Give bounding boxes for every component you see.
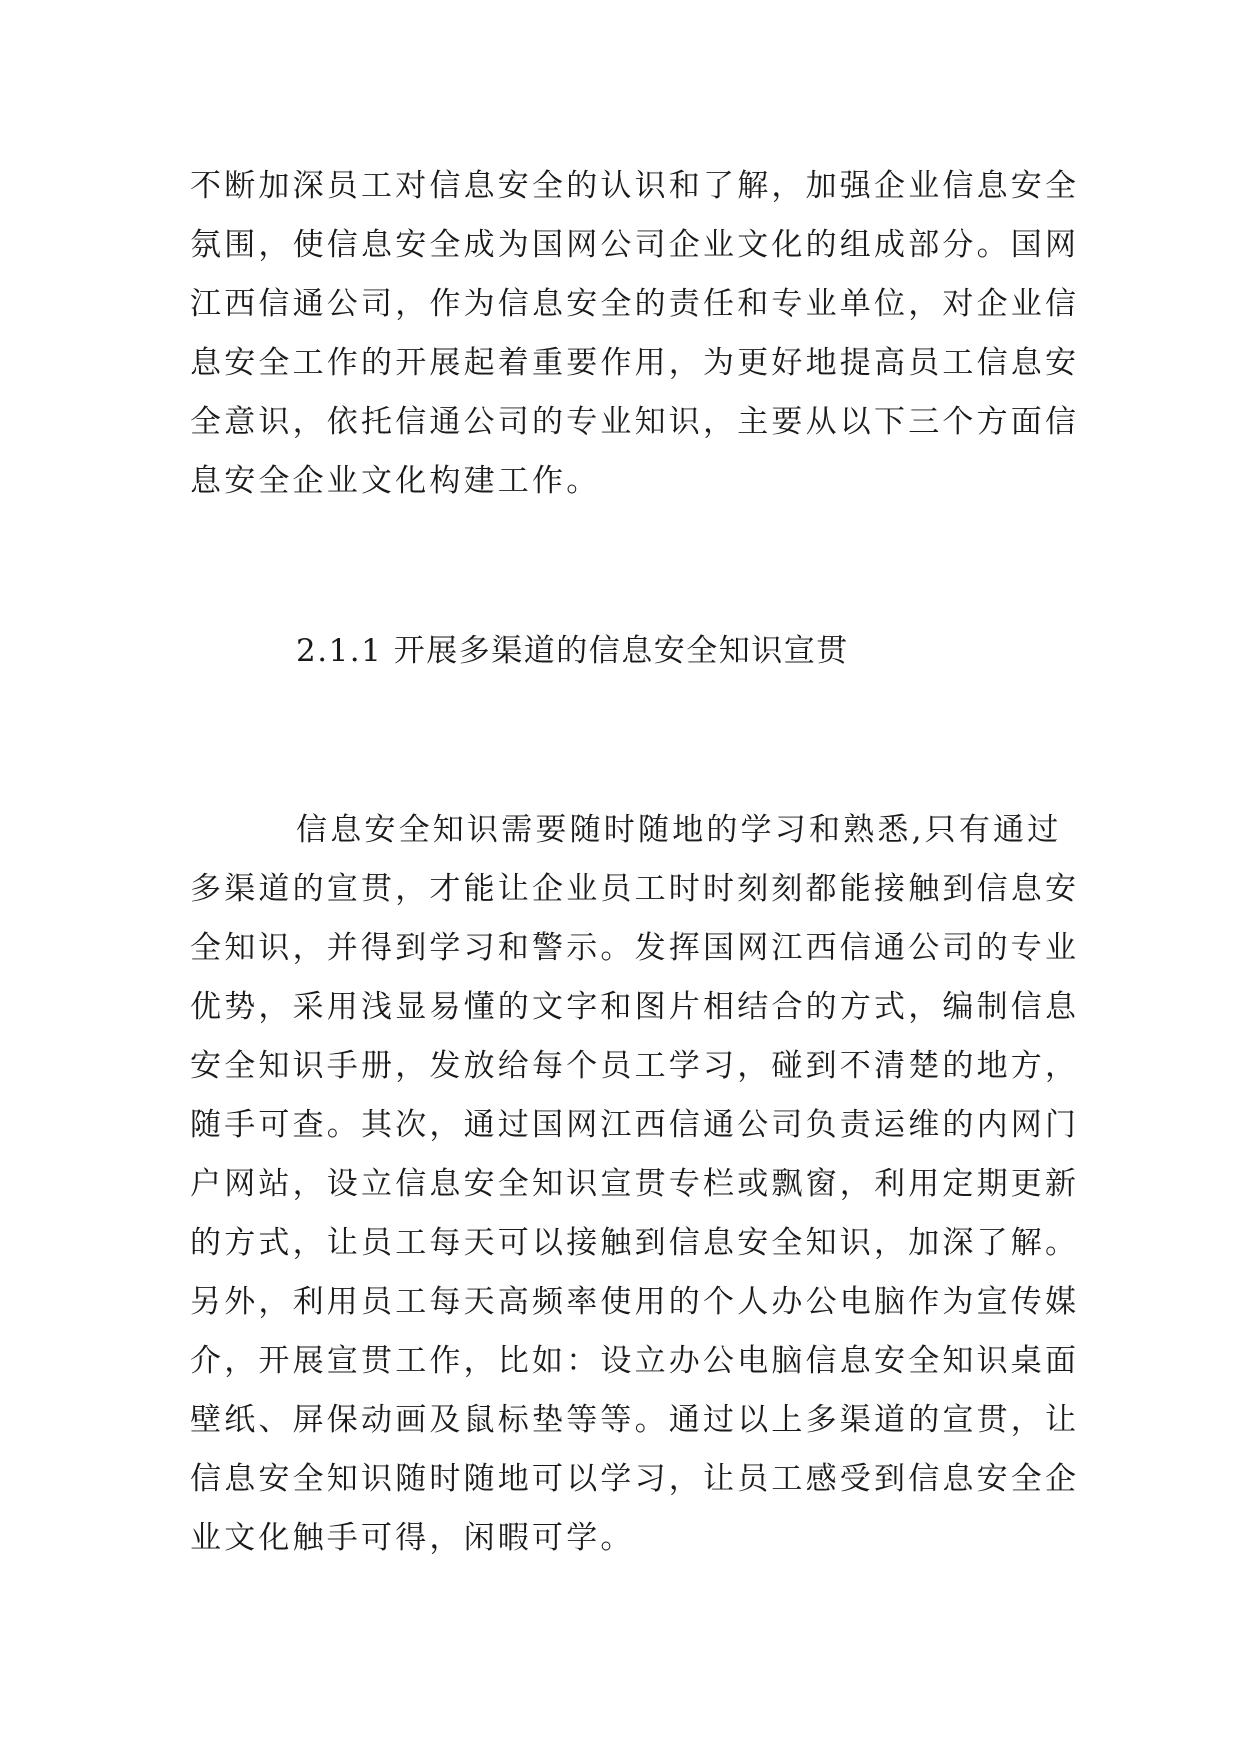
paragraph-line: 息安全工作的开展起着重要作用，为更好地提高员工信息安 xyxy=(190,345,1080,381)
paragraph-line: 信息安全知识需要随时随地的学习和熟悉,只有通过 xyxy=(296,812,1062,848)
paragraph-line: 全意识，依托信通公司的专业知识，主要从以下三个方面信 xyxy=(190,404,1080,440)
paragraph-line: 壁纸、屏保动画及鼠标垫等等。通过以上多渠道的宣贯，让 xyxy=(190,1402,1080,1438)
section-heading: 2.1.1 开展多渠道的信息安全知识宣贯 xyxy=(296,633,849,669)
paragraph-line: 不断加深员工对信息安全的认识和了解，加强企业信息安全 xyxy=(190,168,1080,204)
paragraph-line: 另外，利用员工每天高频率使用的个人办公电脑作为宣传媒 xyxy=(190,1284,1080,1320)
paragraph-line: 安全知识手册，发放给每个员工学习，碰到不清楚的地方， xyxy=(190,1048,1080,1084)
paragraph-line: 优势，采用浅显易懂的文字和图片相结合的方式，编制信息 xyxy=(190,989,1080,1025)
paragraph-line: 全知识，并得到学习和警示。发挥国网江西信通公司的专业 xyxy=(190,930,1080,966)
paragraph-line: 氛围，使信息安全成为国网公司企业文化的组成部分。国网 xyxy=(190,227,1080,263)
paragraph-line: 业文化触手可得，闲暇可学。 xyxy=(190,1520,635,1556)
paragraph-line: 户网站，设立信息安全知识宣贯专栏或飘窗，利用定期更新 xyxy=(190,1166,1080,1202)
paragraph-line: 的方式，让员工每天可以接触到信息安全知识，加深了解。 xyxy=(190,1225,1080,1261)
paragraph-line: 江西信通公司，作为信息安全的责任和专业单位，对企业信 xyxy=(190,286,1080,322)
paragraph-line: 信息安全知识随时随地可以学习，让员工感受到信息安全企 xyxy=(190,1461,1080,1497)
paragraph-line: 介，开展宣贯工作，比如：设立办公电脑信息安全知识桌面 xyxy=(190,1343,1080,1379)
paragraph-line: 息安全企业文化构建工作。 xyxy=(190,463,601,499)
paragraph-line: 随手可查。其次，通过国网江西信通公司负责运维的内网门 xyxy=(190,1107,1080,1143)
paragraph-line: 多渠道的宣贯，才能让企业员工时时刻刻都能接触到信息安 xyxy=(190,871,1080,907)
